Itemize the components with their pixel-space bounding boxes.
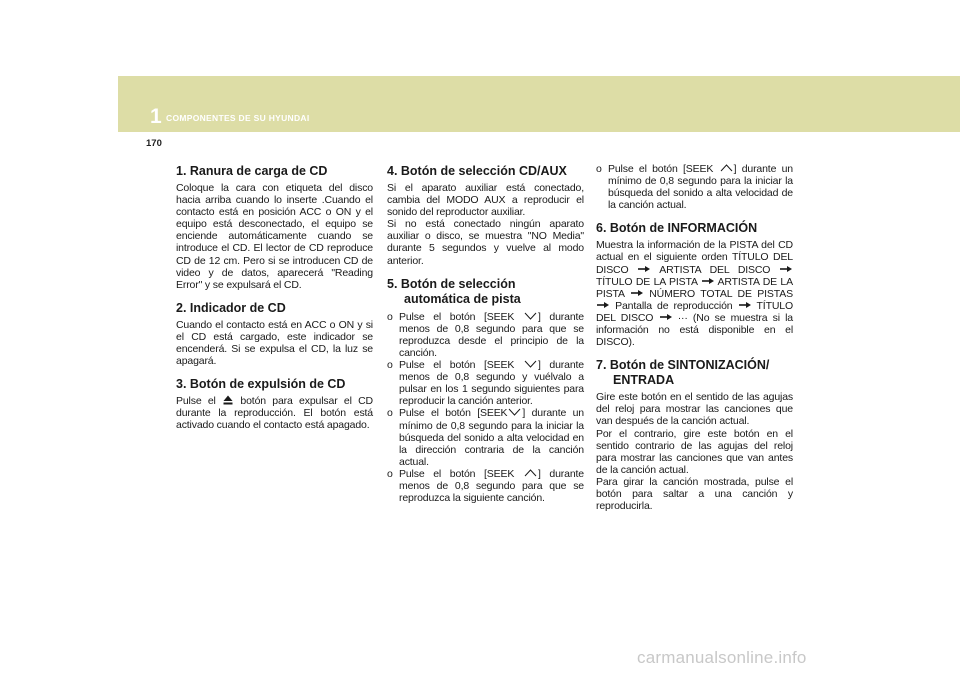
column-2 <box>387 164 584 514</box>
section-body-cd-aux-1: Si el aparato auxiliar está conectado, cambia del MODO AUX a reproducir el sonido del reproductor auxiliar. <box>387 182 584 219</box>
section-body-cd-aux-2: Si no está conectado ningún aparato auxiliar o disco, se muestra "NO Media" durante 5 segundos y vuelve al modo anterior. <box>387 218 584 267</box>
section-body-cd-indicator: Cuando el contacto está en ACC o ON y si el CD está cargado, este indicador se encenderá. Si se expulsa el CD, la luz se apagará. <box>176 318 373 368</box>
chapter-header-band <box>118 76 960 132</box>
section-body-cd-slot: Coloque la cara con etiqueta del disco hacia arriba cuando lo inserte .Cuando el contacto está en posición ACC o ON y el equipo está desconectado, el equipo se enciende automáticamente cuando se introduce el CD. El lector de CD reproduce CD de 12 cm. Pero si se introducen CD de video y de datos, aparecerá "Reading Error" y se expulsará el CD. <box>176 182 373 291</box>
arrow-right-icon <box>702 278 714 284</box>
arrow-right-icon <box>597 302 609 308</box>
section-title-cd-indicator: 2. Indicador de CD <box>176 300 286 315</box>
section-title-track-select: 5. Botón de selección automática de pista <box>387 276 521 306</box>
track-select-list <box>387 311 584 505</box>
section-title-cd-slot: 1. Ranura de carga de CD <box>176 164 328 178</box>
arrow-right-icon <box>780 266 792 272</box>
page-number: 170 <box>146 138 162 149</box>
eject-icon <box>223 395 233 405</box>
chevron-up-icon <box>524 469 537 477</box>
arrow-right-icon <box>739 302 751 308</box>
column-3 <box>596 163 793 522</box>
chevron-up-icon <box>720 164 733 172</box>
arrow-right-icon <box>638 266 650 272</box>
chevron-down-icon <box>508 408 521 416</box>
section-body-tune-enter-2: Por el contrario, gire este botón en el sentido contrario de las agujas del reloj para mostrar las canciones que van antes de la canción actual. <box>596 427 793 476</box>
list-item: o Pulse el botón [SEEK ] durante un mínimo de 0,8 segundo para la iniciar la búsqueda del sonido a alta velocidad de la canción actual. <box>596 163 793 212</box>
column-1 <box>176 164 373 442</box>
section-body-tune-enter-1: Gire este botón en el sentido de las agujas del reloj para mostrar las canciones que van después de la canción actual. <box>596 391 793 428</box>
list-item: o Pulse el botón [SEEK ] durante menos de 0,8 segundo para que se reproduzca la siguiente canción. <box>387 467 584 505</box>
arrow-right-icon <box>660 314 672 320</box>
section-title-tune-enter: 7. Botón de SINTONIZACIÓN/ ENTRADA <box>596 358 770 388</box>
chapter-number: 1 <box>150 105 162 128</box>
section-title-eject-button: 3. Botón de expulsión de CD <box>176 377 346 392</box>
list-item: o Pulse el botón [SEEK ] durante un mínimo de 0,8 segundo para la iniciar la búsqueda del sonido a alta velocidad en la dirección contraria de la canción actual. <box>387 407 584 468</box>
section-body-eject-button: Pulse el botón para expulsar el CD durante la reproducción. El botón está activado cuando el contacto está apagado. <box>176 395 373 432</box>
watermark: carmanualsonline.info <box>637 648 807 667</box>
seek-forward-list <box>596 163 793 211</box>
section-title-info-button: 6. Botón de INFORMACIÓN <box>596 221 758 236</box>
arrow-right-icon <box>631 290 643 296</box>
section-body-tune-enter-3: Para girar la canción mostrada, pulse el botón para saltar a una canción y reproducirla. <box>596 475 793 513</box>
chevron-down-icon <box>524 360 537 368</box>
list-item: o Pulse el botón [SEEK ] durante menos de 0,8 segundo para que se reproduzca desde el principio de la canción. <box>387 310 584 359</box>
section-body-info-button: Muestra la información de la PISTA del CD actual en el siguiente orden TÍTULO DEL DISCO ARTISTA DEL DISCO TÍTULO DE LA PISTA ARTISTA DE LA PISTA NÚMERO TOTAL DE PISTAS Pantalla de reproducción TÍTULO DEL DISCO ··· (No se muestra si la información no está disponible en el DISCO). <box>596 239 794 349</box>
chapter-title: COMPONENTES DE SU HYUNDAI <box>166 113 310 123</box>
chevron-down-icon <box>524 312 537 320</box>
list-item: o Pulse el botón [SEEK ] durante menos de 0,8 segundo y vuélvalo a pulsar en los 1 segundo siguientes para reproducir la canción anterior. <box>387 359 584 408</box>
section-title-cd-aux-button: 4. Botón de selección CD/AUX <box>387 164 567 178</box>
